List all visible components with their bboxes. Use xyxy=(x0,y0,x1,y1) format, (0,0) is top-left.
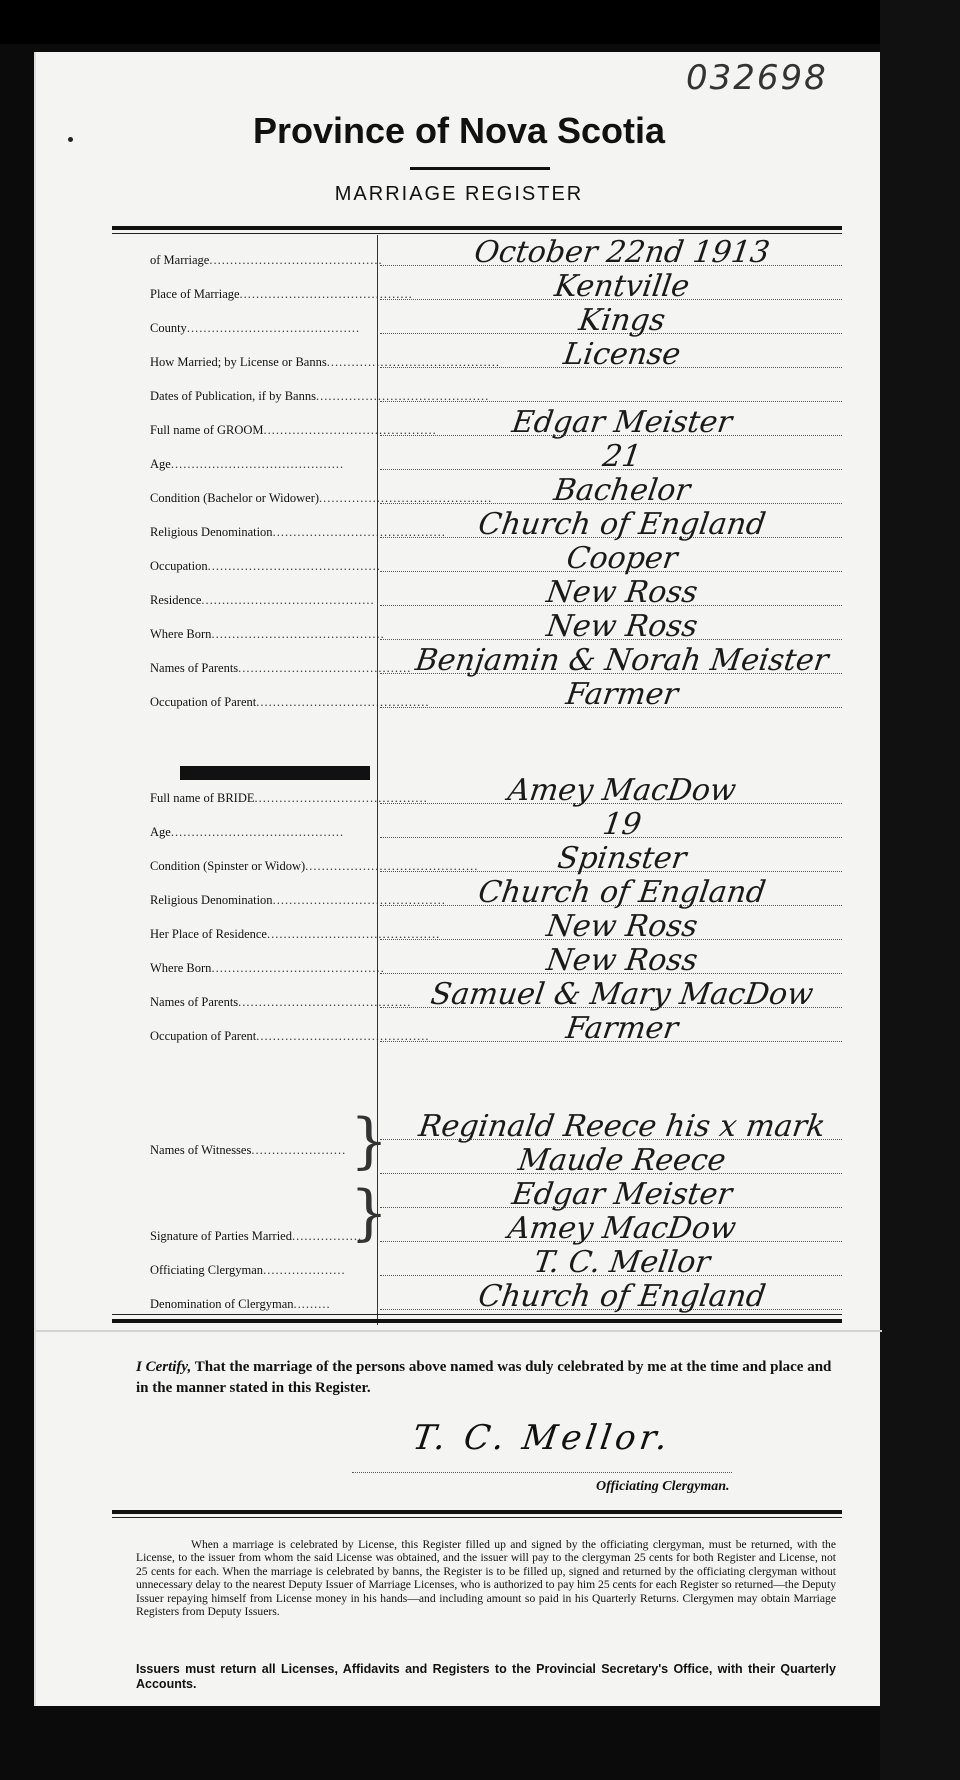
field-label: Where Born.......................................... xyxy=(150,961,385,975)
field-row xyxy=(112,773,842,810)
field-value: Farmer xyxy=(563,1011,681,1046)
field-value: Kentville xyxy=(552,269,692,304)
field-value: New Ross xyxy=(544,575,700,610)
field-label: County.......................................... xyxy=(150,321,361,335)
field-value: New Ross xyxy=(544,609,700,644)
witness-row-1 xyxy=(112,1109,842,1146)
field-value: October 22nd 1913 xyxy=(472,235,772,270)
field-value: Spinster xyxy=(555,841,689,876)
field-label: Occupation of Parent.......................................... xyxy=(150,695,430,709)
certify-body: That the marriage of the persons above named was duly celebrated by me at the time and place and in the manner stated in this Register. xyxy=(136,1359,832,1396)
party-row-1 xyxy=(112,1177,842,1214)
witness-1-value: Reginald Reece his x mark xyxy=(416,1109,828,1144)
field-row xyxy=(112,337,842,374)
witnesses-label: Names of Witnesses....................... xyxy=(150,1143,347,1157)
field-row xyxy=(112,677,842,714)
field-value: 19 xyxy=(600,807,644,842)
field-row xyxy=(112,507,842,544)
field-label: Place of Marriage.......................................... xyxy=(150,287,413,301)
field-row xyxy=(112,643,842,680)
field-value: Farmer xyxy=(563,677,681,712)
signature-caption: Officiating Clergyman. xyxy=(596,1479,730,1494)
party-row-2 xyxy=(112,1211,842,1248)
field-value: Bachelor xyxy=(551,473,693,508)
field-row xyxy=(112,235,842,272)
clergy-denomination-value: Church of England xyxy=(476,1279,768,1314)
field-value: 21 xyxy=(600,439,644,474)
field-value: Cooper xyxy=(564,541,680,576)
field-label: Age.......................................... xyxy=(150,457,345,471)
field-value: Benjamin & Norah Meister xyxy=(413,643,831,678)
bride-section-bar xyxy=(180,766,370,780)
witness-2-value: Maude Reece xyxy=(515,1143,728,1178)
field-value: Edgar Meister xyxy=(509,405,735,440)
field-label: Condition (Spinster or Widow).......................................... xyxy=(150,859,479,873)
field-row xyxy=(112,875,842,912)
field-label: How Married; by License or Banns.......................................... xyxy=(150,355,500,369)
field-value: New Ross xyxy=(544,943,700,978)
field-row xyxy=(112,541,842,578)
field-value: Kings xyxy=(576,303,668,338)
field-label: Full name of BRIDE.......................................... xyxy=(150,791,428,805)
field-row xyxy=(112,909,842,946)
field-row xyxy=(112,405,842,442)
header-rule-thick xyxy=(112,226,842,230)
instructions-paragraph: When a marriage is celebrated by License, this Register filled up and signed by the officiating clergyman, must be returned, with the License, to the issuer from whom the said License was obtained, and the issuer will pay to the clergyman 25 cents for both Register and License, not 25 cents for each. When the marriage is celebrated by banns, the Register is to be filled up, signed and returned by the officiating clergyman without unnecessary delay to the nearest Deputy Issuer of Marriage Licenses, who is authorized to pay him 25 cents for each Register so returned—the Deputy Issuer repaying himself from License money in his hands—and including amount so paid in his Quarterly Returns. Clergymen may obtain Marriage Registers from Deputy Issuers. xyxy=(136,1538,836,1619)
field-label: Full name of GROOM.......................................... xyxy=(150,423,437,437)
title-rule xyxy=(410,167,550,170)
province-title: Province of Nova Scotia xyxy=(252,110,666,151)
field-label: Age.......................................... xyxy=(150,825,345,839)
issuers-notice: Issuers must return all Licenses, Affidavits and Registers to the Provincial Secretary's Office, with their Quarterly Accounts. xyxy=(136,1662,836,1691)
party-1-signature: Edgar Meister xyxy=(509,1177,735,1212)
field-row xyxy=(112,374,842,408)
clergy-signature: T. C. Mellor. xyxy=(410,1418,674,1458)
field-label: Names of Parents.......................................... xyxy=(150,995,412,1009)
certification-text xyxy=(136,1357,836,1399)
field-label: Dates of Publication, if by Banns.......................................... xyxy=(150,389,490,403)
field-label: Religious Denomination.......................................... xyxy=(150,525,446,539)
field-row xyxy=(112,841,842,878)
parties-label: Signature of Parties Married................. xyxy=(150,1229,363,1243)
field-row xyxy=(112,807,842,844)
field-label: Condition (Bachelor or Widower).......................................... xyxy=(150,491,493,505)
marriage-register-page xyxy=(34,52,880,1706)
field-value: Church of England xyxy=(476,875,768,910)
clergy-value: T. C. Mellor xyxy=(531,1245,713,1280)
field-value: New Ross xyxy=(544,909,700,944)
parties-brace: } xyxy=(350,1178,389,1248)
clergy-row xyxy=(112,1245,842,1282)
field-label: Religious Denomination.......................................... xyxy=(150,893,446,907)
field-value: Amey MacDow xyxy=(505,773,739,808)
certify-lead: I Certify, xyxy=(136,1359,192,1375)
field-value: Church of England xyxy=(476,507,768,542)
field-label: Occupation.......................................... xyxy=(150,559,381,573)
field-value: License xyxy=(561,337,683,372)
field-row xyxy=(112,473,842,510)
scan-border-right xyxy=(880,0,960,1780)
field-row xyxy=(112,575,842,612)
field-label: of Marriage.......................................... xyxy=(150,253,383,267)
notice-rule-thin xyxy=(112,1517,842,1518)
field-value: Samuel & Mary MacDow xyxy=(428,977,816,1012)
certify-rule-thin xyxy=(112,1314,842,1315)
scan-border-top xyxy=(0,0,960,44)
register-title: MARRIAGE REGISTER xyxy=(334,183,584,205)
clergy-denomination-row xyxy=(112,1279,842,1316)
field-label: Where Born.......................................... xyxy=(150,627,385,641)
field-row xyxy=(112,609,842,646)
clergy-label: Officiating Clergyman.................... xyxy=(150,1263,346,1277)
field-label: Occupation of Parent.......................................... xyxy=(150,1029,430,1043)
field-row xyxy=(112,439,842,476)
field-row xyxy=(112,1011,842,1048)
field-label: Residence.......................................... xyxy=(150,593,375,607)
notice-rule-thick xyxy=(112,1510,842,1514)
witness-row-2 xyxy=(112,1143,842,1180)
field-row xyxy=(112,269,842,306)
field-row xyxy=(112,943,842,980)
field-row xyxy=(112,303,842,340)
header-rule-thin xyxy=(112,233,842,234)
document-number: 032698 xyxy=(686,58,828,98)
field-row xyxy=(112,977,842,1014)
clergy-denomination-label: Denomination of Clergyman......... xyxy=(150,1297,331,1311)
certify-rule-thick xyxy=(112,1319,842,1323)
party-2-signature: Amey MacDow xyxy=(505,1211,739,1246)
field-label: Names of Parents.......................................... xyxy=(150,661,412,675)
witnesses-brace: } xyxy=(350,1106,389,1176)
paper-fold xyxy=(36,1330,882,1332)
field-label: Her Place of Residence.......................................... xyxy=(150,927,441,941)
